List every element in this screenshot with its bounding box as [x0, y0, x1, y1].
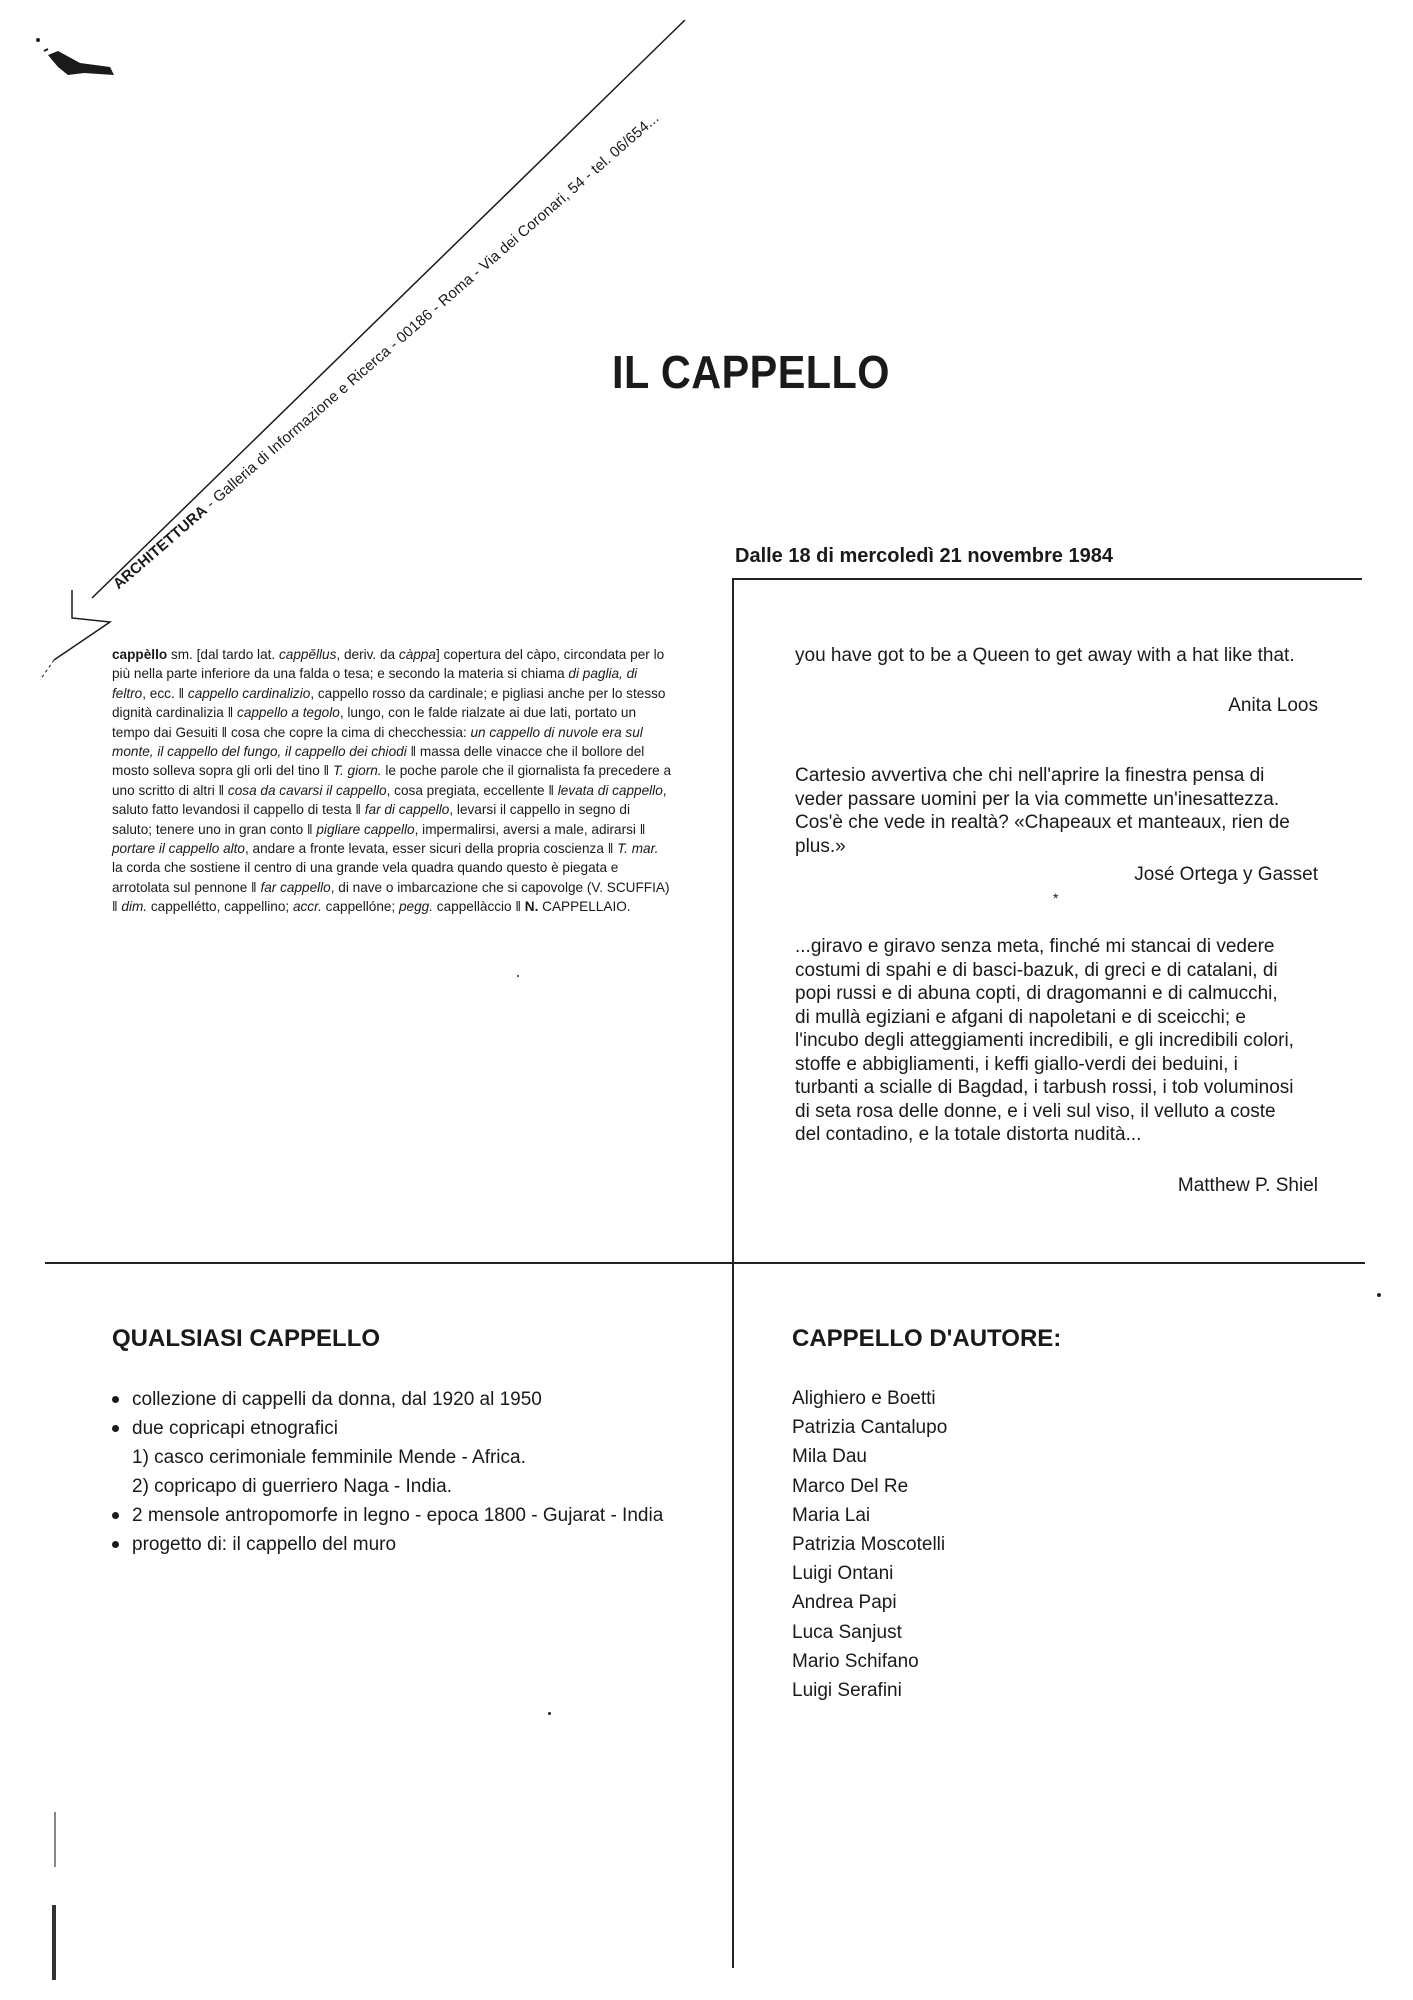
author-name: Alighiero e Boetti [792, 1388, 936, 1409]
author-name: Marco Del Re [792, 1475, 909, 1497]
bullet-icon [112, 1396, 119, 1403]
scan-speck [548, 1712, 551, 1715]
definition-text: , impermalirsi, aversi a male, adirarsi ‖ [414, 821, 646, 837]
definition-italic: cosa da cavarsi il cappello [227, 782, 387, 798]
definition-text: , andare a fronte levata, esser sicuri della propria coscienza ‖ [245, 841, 618, 857]
definition-bold: N. [524, 899, 539, 915]
list-item-text: collezione di cappelli da donna, dal 1920 al 1950 [132, 1389, 542, 1410]
definition-text: cappellétto, cappellino; [147, 899, 293, 915]
any-hat-list [110, 1385, 710, 1559]
quote-author-ortega: José Ortega y Gasset [1134, 864, 1318, 885]
definition-italic: cappĕllus [278, 647, 337, 662]
list-item [110, 1501, 710, 1530]
definition-italic: un cappello di nuvole era sul monte, il cappello del fungo, il cappello dei chiodi [112, 724, 643, 760]
quote-shiel: ...giravo e giravo senza meta, finché mi stancai di vedere costumi di spahi e di basci-bazuk, di greci e di catalani, di popi russi e di abuna copti, di dragomanni e di calmucchi, di mullà egiziani e afgani di napoletani e di sceicchi; e l'incubo degli atteggiamenti incredibili, e gli incredibili colori, stoffe e abbigliamenti, i keffi giallo-verdi dei beduini, i turbanti a scialle di Bagdad, i tarbush rossi, i tob voluminosi di seta rosa delle donne, e i veli sul viso, il velluto a coste del contadino, e la totale distorta nudità... [795, 936, 1294, 1145]
exhibition-date: Dalle 18 di mercoledì 21 novembre 1984 [735, 545, 1113, 567]
bullet-icon [112, 1512, 119, 1519]
definition-text: ‖ massa delle vinacce che il bollore del mosto solleva sopra gli orli del tino ‖ [112, 744, 645, 779]
definition-text: CAPPELLAIO. [538, 899, 631, 915]
list-item [110, 1472, 710, 1501]
gallery-name: ARCHITETTURA [110, 502, 211, 593]
page-title: IL CAPPELLO [612, 346, 890, 398]
definition-italic: dim. [121, 899, 148, 915]
definition-text: , saluto fatto levandosi il cappello di testa ‖ [112, 782, 667, 818]
definition-text: , cosa pregiata, eccellente ‖ [386, 782, 558, 798]
dictionary-definition [112, 645, 672, 917]
definition-text: , deriv. da [336, 647, 399, 662]
definition-italic: càppa [398, 647, 436, 662]
definition-italic: pigliare cappello [316, 821, 415, 837]
author-name: Luigi Serafini [792, 1679, 902, 1701]
quote-author-shiel: Matthew P. Shiel [1177, 1175, 1318, 1196]
scan-speck [1377, 1293, 1381, 1297]
definition-italic: far di cappello [364, 802, 450, 818]
scan-edge-mark [54, 1812, 56, 1867]
list-item [110, 1385, 710, 1414]
definition-italic: far cappello [260, 879, 331, 895]
scan-edge-mark [52, 1905, 56, 1980]
author-name: Luca Sanjust [792, 1621, 902, 1643]
list-item-text: 2 mensole antropomorfe in legno - epoca 1800 - Gujarat - India [132, 1505, 664, 1526]
asterisk-divider: * [1053, 890, 1059, 906]
author-name: Mario Schifano [792, 1650, 919, 1672]
definition-italic: di paglia, di feltro [112, 666, 638, 701]
quote-ortega: Cartesio avvertiva che chi nell'aprire la finestra pensa di veder passare uomini per la via commette un'inesattezza. Cos'è che vede in realtà? «Chapeaux et manteaux, rien de plus.» [795, 765, 1290, 857]
middle-horizontal-rule [45, 1262, 1365, 1264]
definition-text: sm. [dal tardo lat. [167, 647, 279, 662]
definition-text: , di nave o imbarcazione che si capovolge (V. SCUFFIA) ‖ [112, 879, 670, 915]
definition-italic: accr. [292, 899, 322, 915]
gallery-address-text: - Galleria di Informazione e Ricerca - 00186 - Roma - Via dei Coronari, 54 - tel. 06/654... [199, 109, 663, 515]
bullet-icon [112, 1425, 119, 1432]
any-hat-title: QUALSIASI CAPPELLO [112, 1325, 381, 1352]
definition-text: , ecc. ‖ [142, 685, 188, 701]
definition-text: le poche parole che il giornalista fa precedere a uno scritto di altri ‖ [112, 763, 672, 798]
list-item-text: 2) copricapo di guerriero Naga - India. [132, 1476, 453, 1497]
list-item-text: 1) casco cerimoniale femminile Mende - Africa. [132, 1447, 526, 1468]
definition-text: cappellóne; [321, 899, 399, 915]
center-vertical-rule [732, 578, 734, 1968]
list-item [110, 1530, 710, 1559]
author-list [792, 1384, 947, 1705]
definition-italic: cappello cardinalizio [187, 685, 311, 701]
list-item [110, 1414, 710, 1443]
quote-author-loos: Anita Loos [1228, 695, 1318, 716]
list-item-text: progetto di: il cappello del muro [132, 1534, 397, 1555]
definition-text: , cappello rosso da cardinale; e pigliasi anche per lo stesso dignità cardinalizia ‖ [112, 685, 666, 721]
author-name: Patrizia Cantalupo [792, 1417, 948, 1439]
author-hat-title: CAPPELLO D'AUTORE: [792, 1325, 1062, 1352]
definition-italic: T. giorn. [332, 763, 382, 779]
definition-text: , levarsi il cappello in segno di saluto; tenere uno in gran conto ‖ [112, 802, 630, 837]
author-name: Andrea Papi [792, 1592, 897, 1614]
definition-headword: cappèllo [112, 647, 168, 662]
definition-text: cappellàccio ‖ [433, 899, 525, 915]
list-item-text: due copricapi etnografici [132, 1418, 338, 1439]
author-name: Luigi Ontani [792, 1563, 894, 1585]
author-name: Mila Dau [792, 1446, 867, 1468]
list-item [110, 1443, 710, 1472]
definition-text: , lungo, con le falde rialzate ai due lati, portato un tempo dai Gesuiti ‖ cosa che copre la cima di checchessia: [112, 705, 637, 740]
bullet-icon [112, 1541, 119, 1548]
definition-text: la corda che sostiene il centro di una grande vela quadra quando questo è piegata e arrotolata sul pennone ‖ [112, 860, 619, 895]
author-name: Patrizia Moscotelli [792, 1533, 946, 1555]
diagonal-rule [40, 20, 700, 680]
definition-italic: pegg. [399, 899, 434, 915]
scan-speck [36, 38, 40, 42]
definition-italic: levata di cappello [557, 782, 663, 798]
definition-italic: cappello a tegolo [237, 705, 340, 721]
definition-italic: T. mar. [617, 841, 659, 857]
author-name: Maria Lai [792, 1504, 871, 1526]
scan-speck [517, 975, 519, 977]
quote-loos: you have got to be a Queen to get away with a hat like that. [795, 645, 1295, 666]
top-right-rule [732, 578, 1362, 580]
definition-italic: portare il cappello alto [112, 841, 245, 857]
definition-text: ] copertura del càpo, circondata per lo più nella parte inferiore da una falda o tesa; e secondo la materia si chiama [112, 647, 665, 682]
